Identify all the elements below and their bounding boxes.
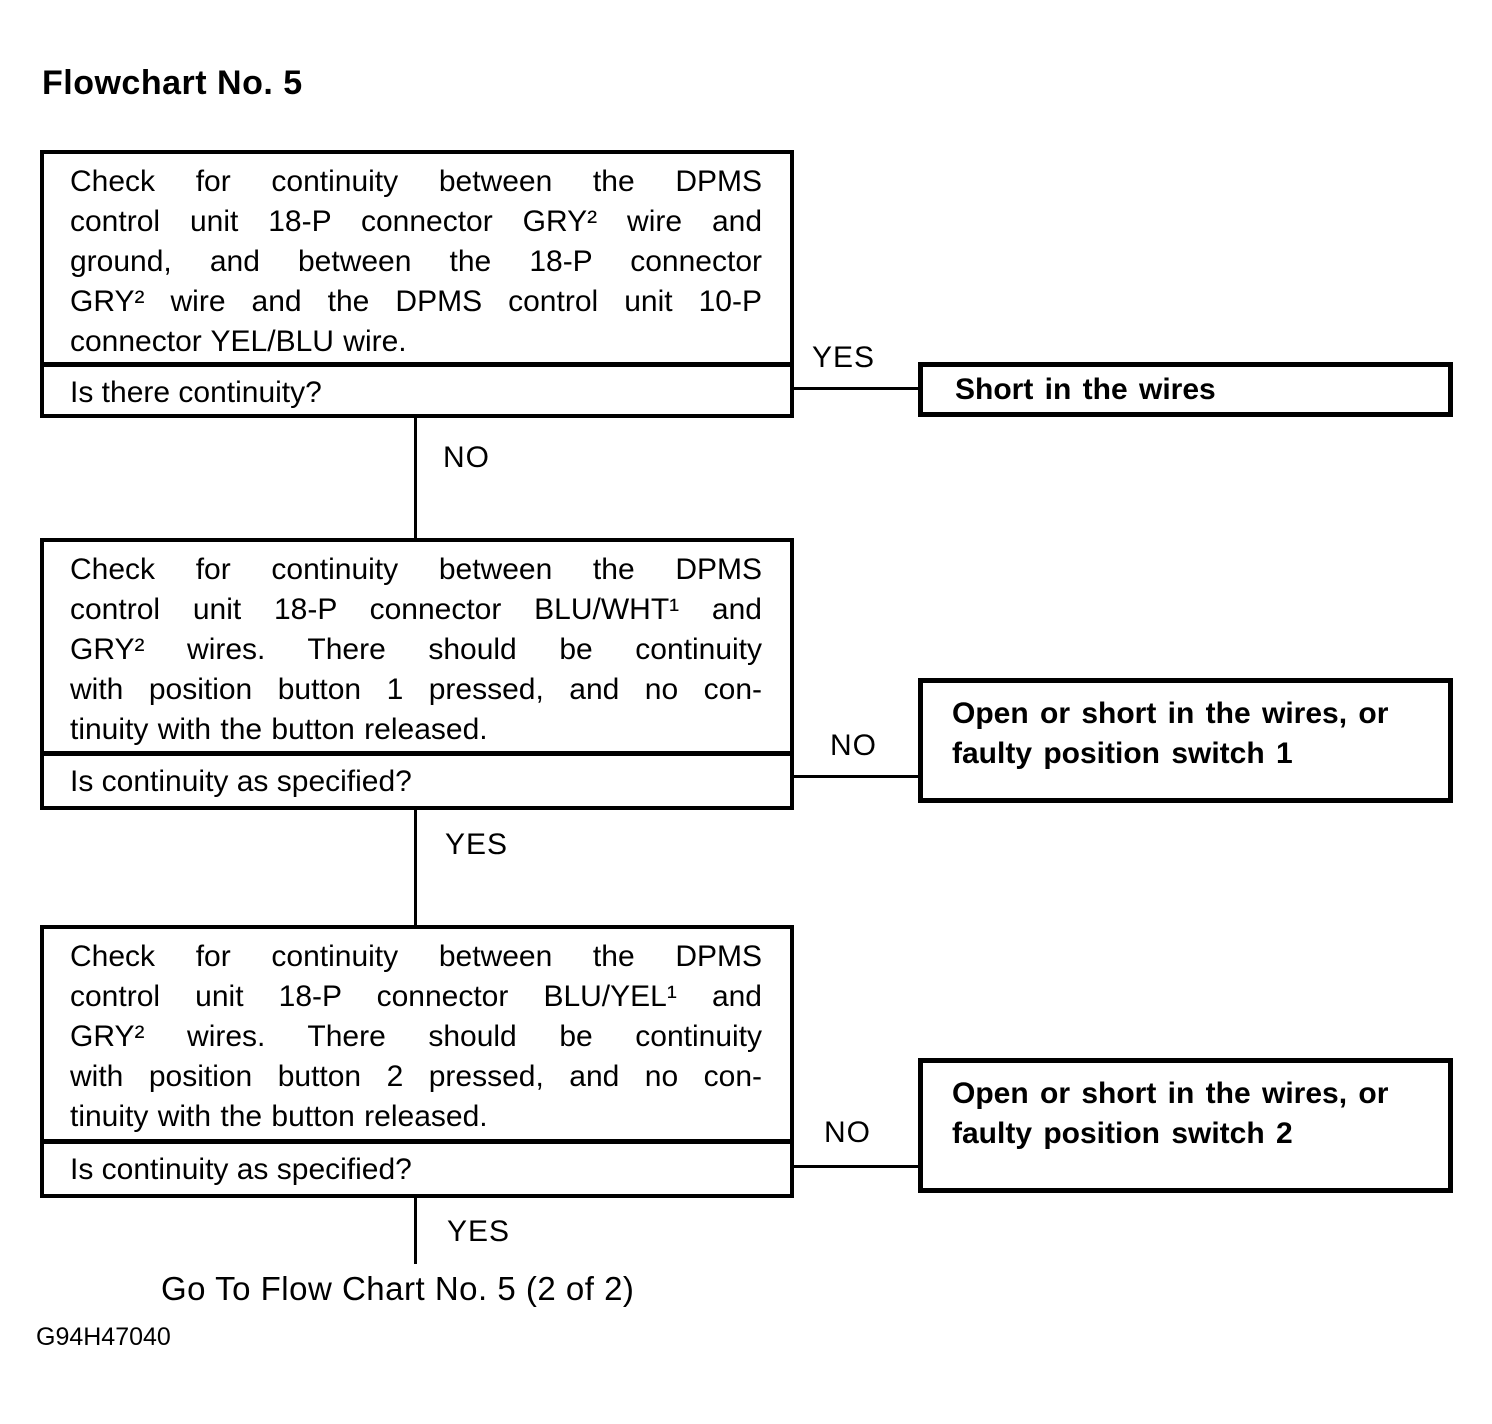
text-line: control unit 18-P connector GRY² wire and: [70, 205, 762, 238]
text-line: control unit 18-P connector BLU/YEL¹ and: [70, 980, 762, 1013]
connector-line-no-1: [414, 418, 417, 538]
result-box-3: [918, 1058, 1453, 1193]
result-text: Open or short in the wires, or: [952, 1077, 1389, 1110]
decision-box-2-text: [44, 542, 790, 751]
page-title: Flowchart No. 5: [42, 64, 303, 102]
result-text: Short in the wires: [955, 372, 1216, 406]
label-no-3: NO: [824, 1116, 871, 1149]
label-yes-3: YES: [447, 1215, 511, 1248]
figure-id: G94H47040: [36, 1323, 171, 1351]
connector-line-yes-2: [414, 810, 417, 925]
question-row-2: Is continuity as specified?: [44, 751, 790, 806]
result-text: faulty position switch 1: [952, 737, 1293, 770]
decision-box-3-text: [44, 929, 790, 1139]
text-line: Check for continuity between the DPMS: [70, 940, 762, 973]
label-no-1: NO: [443, 441, 490, 474]
text-line: Check for continuity between the DPMS: [70, 553, 762, 586]
label-no-2: NO: [830, 729, 877, 762]
connector-line-yes-3: [414, 1198, 417, 1264]
connector-line-yes-1: [794, 387, 918, 390]
text-line: tinuity with the button released.: [70, 713, 488, 746]
result-text: faulty position switch 2: [952, 1117, 1293, 1150]
text-line: Check for continuity between the DPMS: [70, 165, 762, 198]
text-line: GRY² wires. There should be continuity: [70, 633, 762, 666]
question-row-1: Is there continuity?: [44, 362, 790, 414]
decision-box-3: [40, 925, 794, 1198]
result-box-1: [918, 362, 1453, 417]
decision-box-1-text: [44, 154, 790, 362]
label-yes-2: YES: [445, 828, 509, 861]
text-line: tinuity with the button released.: [70, 1100, 488, 1133]
decision-box-2: [40, 538, 794, 810]
text-line: control unit 18-P connector BLU/WHT¹ and: [70, 593, 762, 626]
text-line: with position button 1 pressed, and no con-: [70, 673, 762, 706]
result-text: Open or short in the wires, or: [952, 697, 1389, 730]
connector-line-no-2: [794, 775, 918, 778]
text-line: connector YEL/BLU wire.: [70, 325, 407, 358]
text-line: ground, and between the 18-P connector: [70, 245, 762, 278]
result-box-2: [918, 678, 1453, 803]
label-yes-1: YES: [812, 341, 876, 374]
decision-box-1: [40, 150, 794, 418]
question-row-3: Is continuity as specified?: [44, 1139, 790, 1194]
goto-flowchart-text: Go To Flow Chart No. 5 (2 of 2): [161, 1270, 635, 1307]
connector-line-no-3: [794, 1165, 918, 1168]
text-line: GRY² wire and the DPMS control unit 10-P: [70, 285, 762, 318]
text-line: GRY² wires. There should be continuity: [70, 1020, 762, 1053]
text-line: with position button 2 pressed, and no con-: [70, 1060, 762, 1093]
